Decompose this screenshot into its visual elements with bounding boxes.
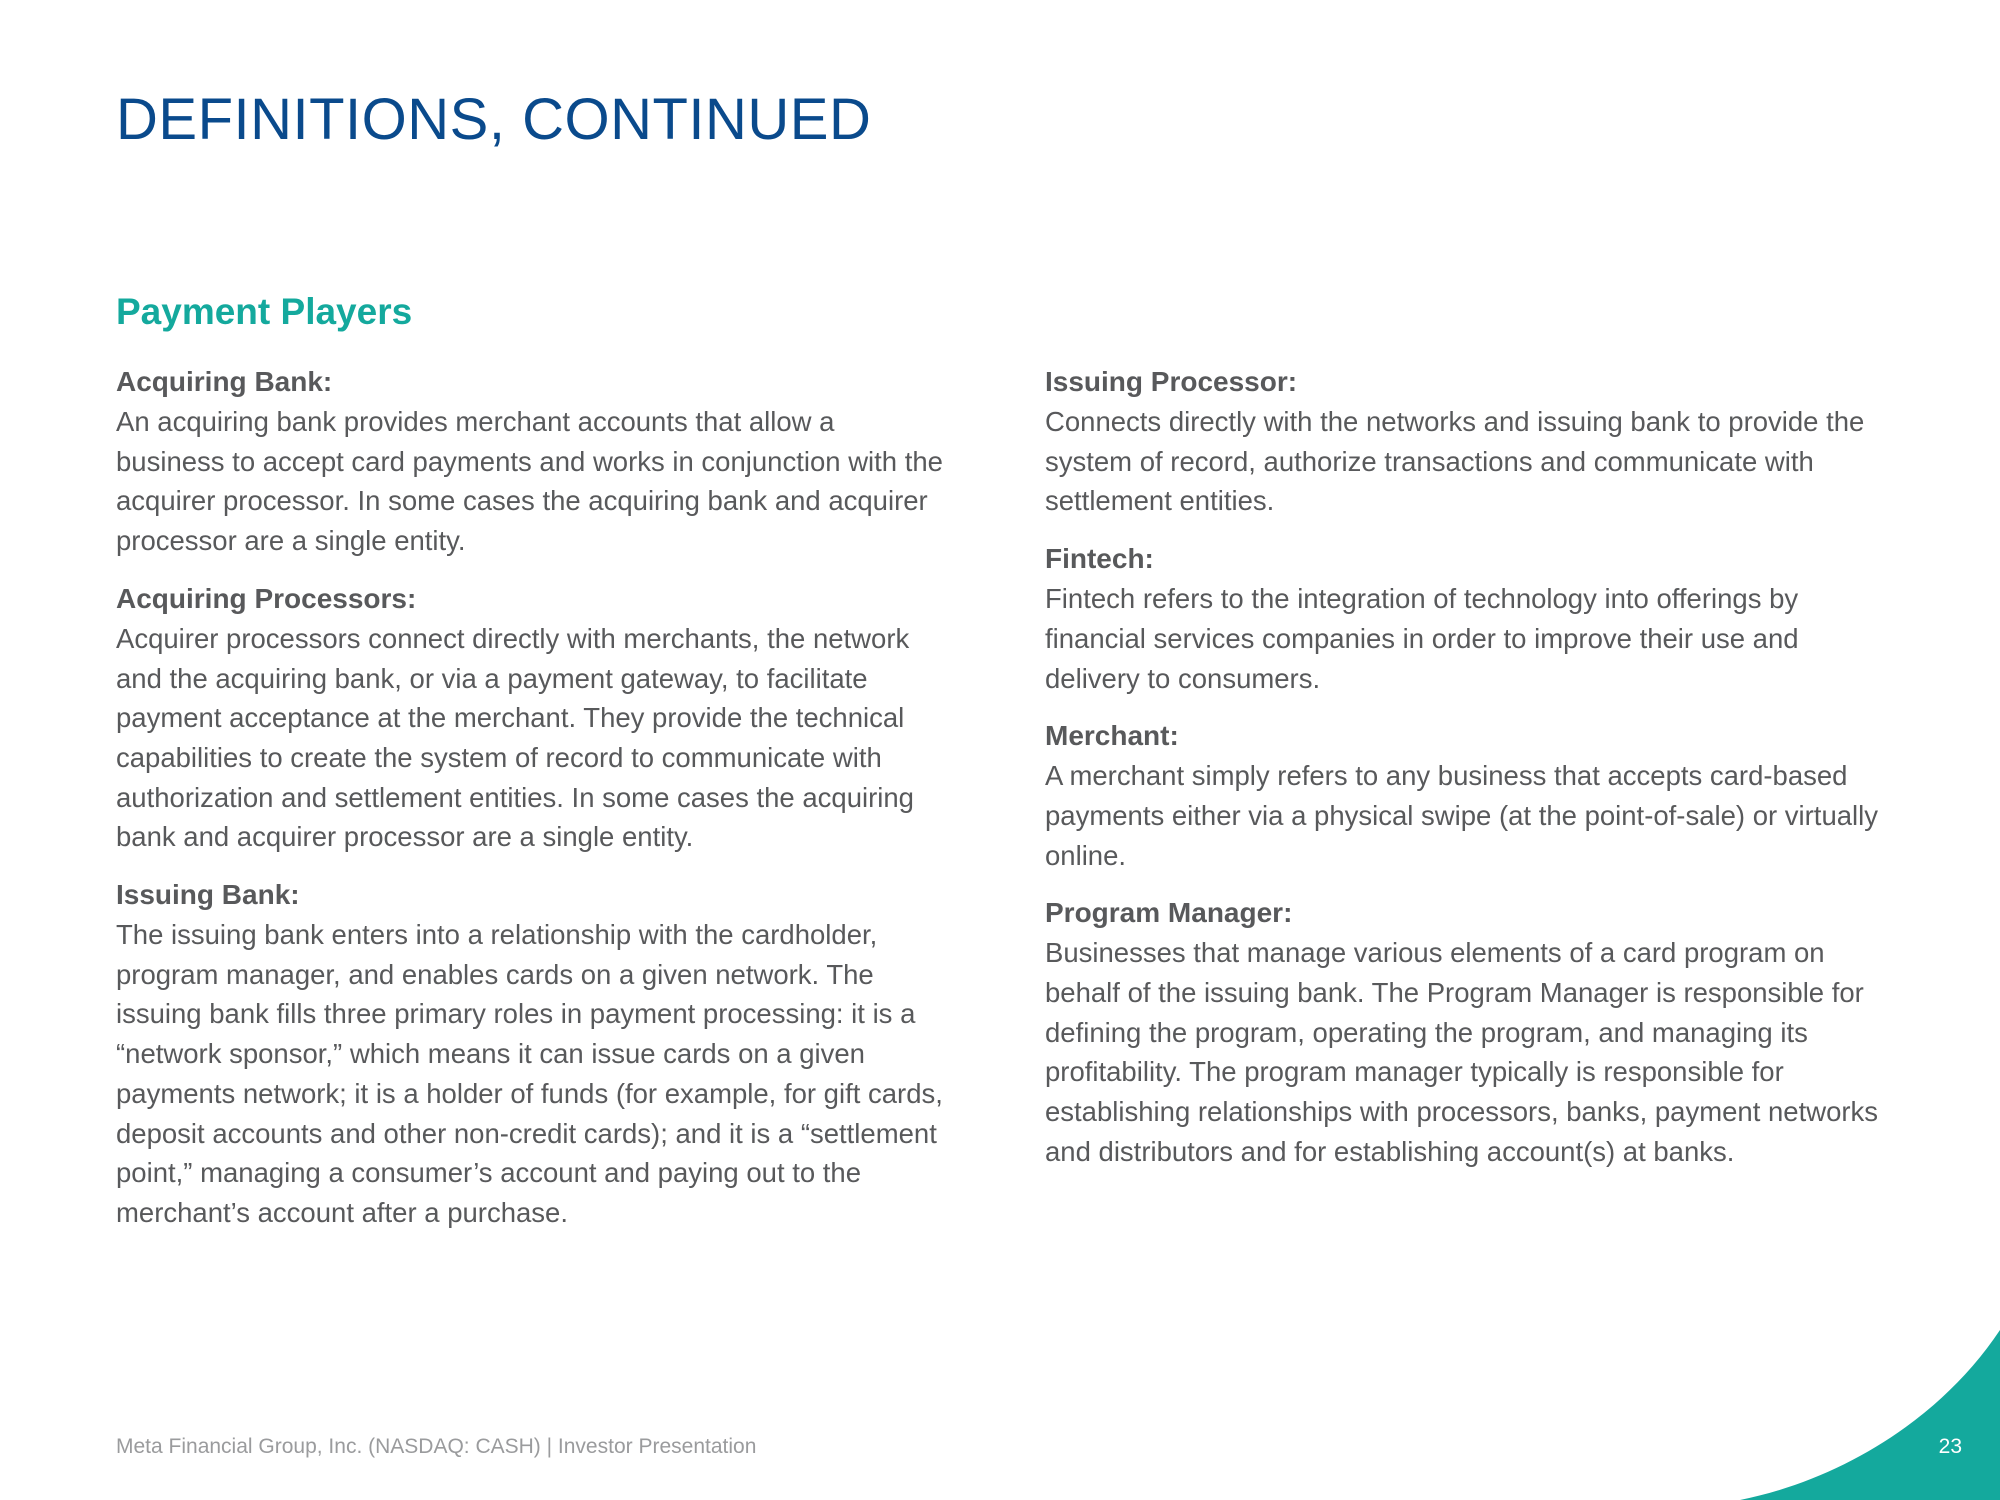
definition-description: A merchant simply refers to any business that accepts card-based payments either via a physical swipe (at the point-of-sale) or virtually online. <box>1045 760 1879 871</box>
definition-term: Acquiring Bank: <box>116 366 333 397</box>
definition-term: Acquiring Processors: <box>116 582 417 614</box>
definition-fintech <box>1045 539 1895 698</box>
definition-term: Merchant: <box>1045 720 1179 752</box>
section-heading: Payment Players <box>116 291 413 332</box>
definition-term: Issuing Bank: <box>116 879 300 911</box>
page-number: 23 <box>1938 1435 1962 1458</box>
page-title: DEFINITIONS, CONTINUED <box>116 87 872 152</box>
definition-term: Program Manager: <box>1045 897 1293 929</box>
left-column <box>116 362 946 1251</box>
definition-description: An acquiring bank provides merchant accounts that allow a business to accept card payments and works in conjunction with the acquirer processor. In some cases the acquiring bank and acquirer processor are a single entity. <box>116 406 943 557</box>
definition-description: Businesses that manage various elements of a card program on behalf of the issuing bank. The Program Manager is responsible for defining the program, operating the program, and managing its profitability. The program manager typically is responsible for establishing relationships with processors, banks, payment networks and distributors and for establishing account(s) at banks. <box>1045 937 1879 1167</box>
definition-term: Fintech: <box>1045 543 1154 575</box>
definition-issuing-bank <box>116 875 946 1233</box>
definition-description: Acquirer processors connect directly with merchants, the network and the acquiring bank, or via a payment gateway, to facilitate payment acceptance at the merchant. They provide the technical capabilities to create the system of record to communicate with authorization and settlement entities. In some cases the acquiring bank and acquirer processor are a single entity. <box>116 622 914 853</box>
definition-description: The issuing bank enters into a relationship with the cardholder, program manager, and enables cards on a given network. The issuing bank fills three primary roles in payment processing: it is a “network sponsor,” which means it can issue cards on a given payments network; it is a holder of funds (for example, for gift cards, deposit accounts and other non-credit cards); and it is a “settlement point,” managing a consumer’s account and paying out to the merchant’s account after a purchase. <box>116 919 943 1228</box>
definition-term: Issuing Processor: <box>1045 366 1298 397</box>
definition-acquiring-bank <box>116 362 946 561</box>
footer-text: Meta Financial Group, Inc. (NASDAQ: CASH) | Investor Presentation <box>116 1435 757 1458</box>
definition-issuing-processor <box>1045 362 1895 521</box>
definition-description: Fintech refers to the integration of technology into offerings by financial services companies in order to improve their use and delivery to consumers. <box>1045 583 1799 694</box>
definition-description: Connects directly with the networks and issuing bank to provide the system of record, authorize transactions and communicate with settlement entities. <box>1045 406 1865 517</box>
definition-acquiring-processors <box>116 579 946 857</box>
definition-merchant <box>1045 716 1895 875</box>
corner-decoration-shape <box>1740 1330 2000 1500</box>
right-column <box>1045 362 1895 1190</box>
definition-program-manager <box>1045 893 1895 1171</box>
